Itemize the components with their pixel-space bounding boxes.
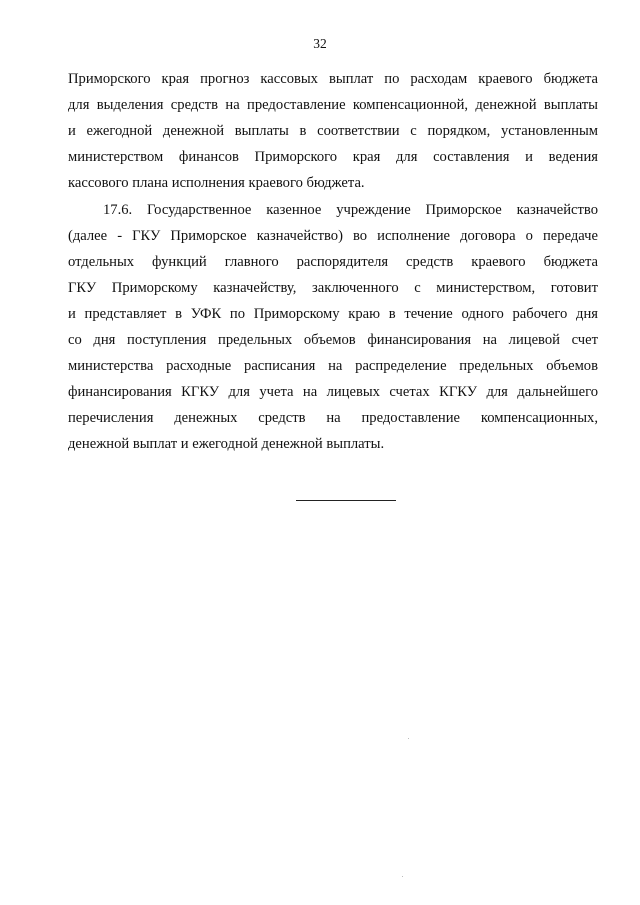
paragraph-line: Приморского края прогноз кассовых выплат по расходам краевого бюджета (68, 71, 598, 87)
paragraph-line: финансирования КГКУ для учета на лицевых счетах КГКУ для дальнейшего (68, 384, 598, 400)
end-divider-line (296, 500, 396, 501)
paragraph-line: отдельных функций главного распорядителя средств краевого бюджета (68, 254, 598, 270)
paragraph-line: со дня поступления предельных объемов финансирования на лицевой счет (68, 332, 598, 348)
paragraph-line: 17.6. Государственное казенное учреждение Приморское казначейство (103, 202, 598, 218)
paragraph-line: министерства расходные расписания на распределение предельных объемов (68, 358, 598, 374)
paragraph-17-6 (68, 197, 598, 457)
paragraph-line: денежной выплат и ежегодной денежной выплаты. (68, 436, 385, 452)
paragraph-line: и представляет в УФК по Приморскому краю в течение одного рабочего дня (68, 306, 598, 322)
paragraph-line: для выделения средств на предоставление компенсационной, денежной выплаты (68, 97, 598, 113)
paragraph-line: кассового плана исполнения краевого бюджета. (68, 175, 365, 191)
paragraph-line: перечисления денежных средств на предоставление компенсационных, (68, 410, 598, 426)
paragraph-line: и ежегодной денежной выплаты в соответствии с порядком, установленным (68, 123, 598, 139)
paragraph-line: ГКУ Приморскому казначейству, заключенного с министерством, готовит (68, 280, 598, 296)
paragraph-continuation (68, 66, 598, 196)
scan-speck (408, 738, 409, 739)
page-number: 32 (313, 36, 327, 51)
paragraph-line: министерством финансов Приморского края для составления и ведения (68, 149, 598, 165)
scan-speck (402, 876, 403, 877)
paragraph-line: (далее - ГКУ Приморское казначейство) во исполнение договора о передаче (68, 228, 598, 244)
